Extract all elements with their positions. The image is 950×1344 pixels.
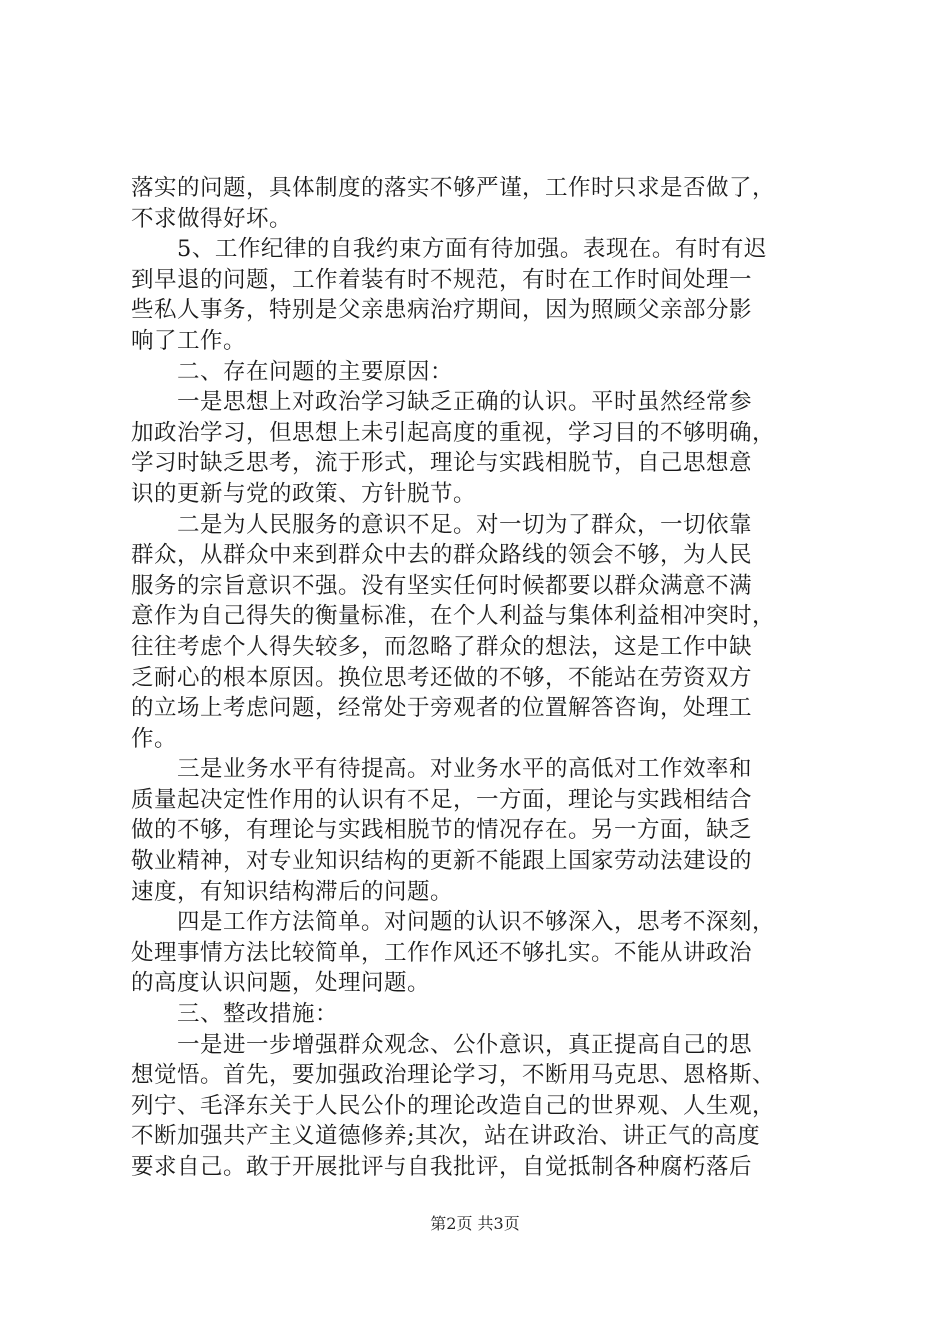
- text-line: 列宁、毛泽东关于人民公仆的理论改造自己的世界观、人生观，: [131, 1092, 776, 1119]
- text-line: 二、存在问题的主要原因：: [177, 358, 454, 385]
- text-line: 敬业精神，对专业知识结构的更新不能跟上国家劳动法建设的: [131, 848, 753, 875]
- text-line: 的高度认识问题，处理问题。: [131, 970, 431, 997]
- text-line: 落实的问题，具体制度的落实不够严谨，工作时只求是否做了，: [131, 175, 776, 201]
- text-line: 要求自己。敢于开展批评与自我批评，自觉抵制各种腐朽落后: [131, 1154, 753, 1180]
- text-line: 速度，有知识结构滞后的问题。: [131, 878, 454, 905]
- document-body: [131, 173, 831, 1183]
- text-line: 做的不够，有理论与实践相脱节的情况存在。另一方面，缺乏: [131, 817, 753, 844]
- text-line: 三是业务水平有待提高。对业务水平的高低对工作效率和: [177, 756, 753, 783]
- text-line: 些私人事务，特别是父亲患病治疗期间，因为照顾父亲部分影: [131, 297, 753, 324]
- page-footer: 第2页 共3页: [430, 1214, 520, 1233]
- text-line: 响了工作。: [131, 327, 247, 354]
- text-line: 到早退的问题，工作着装有时不规范，有时在工作时间处理一: [131, 266, 753, 293]
- text-line: 作。: [131, 725, 178, 752]
- text-line: 想觉悟。首先，要加强政治理论学习，不断用马克思、恩格斯、: [131, 1062, 776, 1089]
- text-line: 二是为人民服务的意识不足。对一切为了群众，一切依靠: [177, 511, 753, 538]
- text-line: 三、整改措施：: [177, 1001, 339, 1028]
- text-line: 处理事情方法比较简单，工作作风还不够扎实。不能从讲政治: [131, 939, 753, 966]
- text-line: 群众，从群众中来到群众中去的群众路线的领会不够，为人民: [131, 542, 753, 569]
- text-line: 意作为自己得失的衡量标准，在个人利益与集体利益相冲突时，: [131, 603, 776, 630]
- text-line: 识的更新与党的政策、方针脱节。: [131, 480, 477, 507]
- text-line: 学习时缺乏思考，流于形式，理论与实践相脱节，自己思想意: [131, 450, 753, 477]
- text-line: 乏耐心的根本原因。换位思考还做的不够，不能站在劳资双方: [131, 664, 753, 691]
- text-line: 不断加强共产主义道德修养;其次，站在讲政治、讲正气的高度: [131, 1123, 761, 1150]
- text-line: 一是思想上对政治学习缺乏正确的认识。平时虽然经常参: [177, 389, 753, 416]
- text-line: 质量起决定性作用的认识有不足，一方面，理论与实践相结合: [131, 786, 753, 813]
- text-line: 加政治学习，但思想上未引起高度的重视，学习目的不够明确，: [131, 419, 776, 446]
- text-line: 往往考虑个人得失较多，而忽略了群众的想法，这是工作中缺: [131, 633, 753, 660]
- text-line: 5、工作纪律的自我约束方面有待加强。表现在。有时有迟: [177, 236, 767, 263]
- text-line: 一是进一步增强群众观念、公仆意识，真正提高自己的思: [177, 1031, 753, 1058]
- text-line: 的立场上考虑问题，经常处于旁观者的位置解答咨询，处理工: [131, 695, 753, 722]
- text-line: 服务的宗旨意识不强。没有坚实任何时候都要以群众满意不满: [131, 572, 753, 599]
- text-line: 四是工作方法简单。对问题的认识不够深入，思考不深刻，: [177, 909, 776, 936]
- text-line: 不求做得好坏。: [131, 205, 293, 232]
